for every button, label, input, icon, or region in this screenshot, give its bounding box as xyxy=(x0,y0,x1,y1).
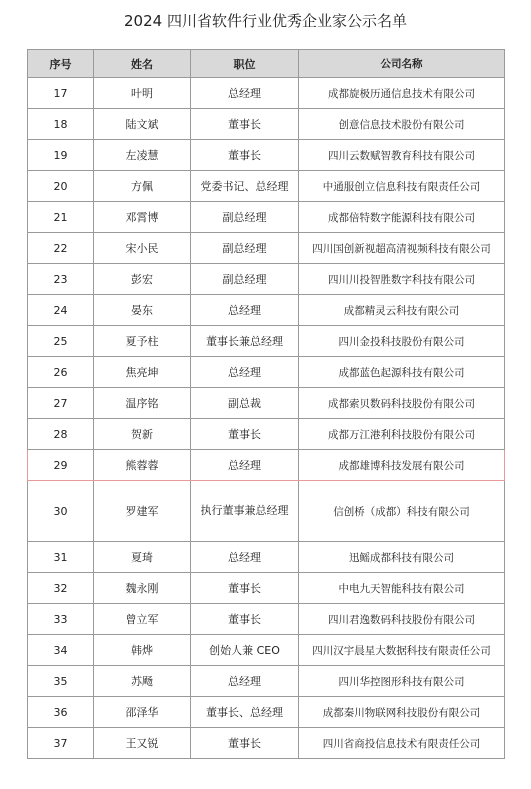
header-no: 序号 xyxy=(28,50,94,78)
cell-company: 中通服创立信息科技有限责任公司 xyxy=(299,171,505,202)
cell-company: 成都精灵云科技有限公司 xyxy=(299,295,505,326)
cell-name: 方佩 xyxy=(94,171,191,202)
cell-no: 20 xyxy=(28,171,94,202)
cell-title: 董事长 xyxy=(191,604,299,635)
cell-company: 四川川投智胜数字科技有限公司 xyxy=(299,264,505,295)
table-row xyxy=(28,202,505,233)
cell-no: 34 xyxy=(28,635,94,666)
cell-company: 成都蓝色起源科技有限公司 xyxy=(299,357,505,388)
document-title: 2024 四川省软件行业优秀企业家公示名单 xyxy=(124,12,407,30)
table-header-row xyxy=(28,50,505,78)
cell-title: 党委书记、总经理 xyxy=(191,171,299,202)
cell-company: 四川国创新视超高清视频科技有限公司 xyxy=(299,233,505,264)
cell-title: 执行董事兼总经理 xyxy=(191,481,299,542)
cell-title: 副总经理 xyxy=(191,233,299,264)
cell-title: 总经理 xyxy=(191,666,299,697)
table-row xyxy=(28,326,505,357)
header-title: 职位 xyxy=(191,50,299,78)
cell-no: 23 xyxy=(28,264,94,295)
table-row xyxy=(28,295,505,326)
table-row xyxy=(28,171,505,202)
table-row xyxy=(28,78,505,109)
table-row xyxy=(28,542,505,573)
cell-name: 贺新 xyxy=(94,419,191,450)
cell-no: 30 xyxy=(28,481,94,542)
cell-no: 17 xyxy=(28,78,94,109)
cell-name: 陆文斌 xyxy=(94,109,191,140)
table-row xyxy=(28,419,505,450)
cell-company: 四川君逸数码科技股份有限公司 xyxy=(299,604,505,635)
cell-no: 28 xyxy=(28,419,94,450)
cell-name: 罗建军 xyxy=(94,481,191,542)
cell-no: 29 xyxy=(28,450,94,481)
cell-title: 董事长 xyxy=(191,728,299,759)
cell-title: 董事长 xyxy=(191,109,299,140)
header-name: 姓名 xyxy=(94,50,191,78)
table-row-highlighted xyxy=(28,450,505,481)
cell-name: 夏予柱 xyxy=(94,326,191,357)
cell-name: 魏永刚 xyxy=(94,573,191,604)
cell-name: 曾立军 xyxy=(94,604,191,635)
cell-name: 熊蓉蓉 xyxy=(94,450,191,481)
cell-title: 总经理 xyxy=(191,295,299,326)
header-company: 公司名称 xyxy=(299,50,505,78)
cell-title: 董事长 xyxy=(191,419,299,450)
cell-no: 33 xyxy=(28,604,94,635)
cell-title: 董事长 xyxy=(191,573,299,604)
cell-company: 四川省商投信息技术有限责任公司 xyxy=(299,728,505,759)
table-row xyxy=(28,666,505,697)
cell-name: 左凌慧 xyxy=(94,140,191,171)
cell-no: 22 xyxy=(28,233,94,264)
cell-title: 总经理 xyxy=(191,78,299,109)
cell-title: 董事长兼总经理 xyxy=(191,326,299,357)
cell-company: 成都索贝数码科技股份有限公司 xyxy=(299,388,505,419)
cell-name: 叶明 xyxy=(94,78,191,109)
cell-company: 四川华控图形科技有限公司 xyxy=(299,666,505,697)
table-row xyxy=(28,728,505,759)
table-row xyxy=(28,357,505,388)
cell-no: 31 xyxy=(28,542,94,573)
cell-title: 副总裁 xyxy=(191,388,299,419)
cell-name: 焦亮坤 xyxy=(94,357,191,388)
table-row xyxy=(28,264,505,295)
cell-no: 25 xyxy=(28,326,94,357)
cell-name: 温序铭 xyxy=(94,388,191,419)
cell-no: 37 xyxy=(28,728,94,759)
cell-company: 成都倍特数字能源科技有限公司 xyxy=(299,202,505,233)
table-row xyxy=(28,573,505,604)
cell-title: 创始人兼 CEO xyxy=(191,635,299,666)
table-row xyxy=(28,635,505,666)
cell-name: 邓霄博 xyxy=(94,202,191,233)
cell-no: 19 xyxy=(28,140,94,171)
cell-company: 迅鳐成都科技有限公司 xyxy=(299,542,505,573)
table-row xyxy=(28,388,505,419)
table-row xyxy=(28,697,505,728)
cell-company: 成都秦川物联网科技股份有限公司 xyxy=(299,697,505,728)
cell-company: 四川汉宇晨星大数据科技有限责任公司 xyxy=(299,635,505,666)
table-row xyxy=(28,233,505,264)
cell-title: 董事长 xyxy=(191,140,299,171)
cell-title: 副总经理 xyxy=(191,202,299,233)
cell-no: 32 xyxy=(28,573,94,604)
cell-company: 成都雄博科技发展有限公司 xyxy=(299,450,505,481)
entrepreneur-table xyxy=(27,49,505,759)
cell-company: 信创桥（成都）科技有限公司 xyxy=(299,481,505,542)
cell-no: 27 xyxy=(28,388,94,419)
table-row xyxy=(28,109,505,140)
cell-company: 成都万江港利科技股份有限公司 xyxy=(299,419,505,450)
cell-name: 韩烨 xyxy=(94,635,191,666)
cell-company: 成都旋极历通信息技术有限公司 xyxy=(299,78,505,109)
cell-company: 四川云数赋智教育科技有限公司 xyxy=(299,140,505,171)
cell-name: 邵泽华 xyxy=(94,697,191,728)
cell-name: 晏东 xyxy=(94,295,191,326)
cell-no: 24 xyxy=(28,295,94,326)
cell-name: 王又锐 xyxy=(94,728,191,759)
cell-title: 董事长、总经理 xyxy=(191,697,299,728)
cell-title: 总经理 xyxy=(191,357,299,388)
cell-title: 副总经理 xyxy=(191,264,299,295)
table-row xyxy=(28,604,505,635)
cell-name: 苏飏 xyxy=(94,666,191,697)
cell-name: 彭宏 xyxy=(94,264,191,295)
cell-no: 18 xyxy=(28,109,94,140)
cell-name: 夏琦 xyxy=(94,542,191,573)
cell-company: 四川金投科技股份有限公司 xyxy=(299,326,505,357)
cell-no: 26 xyxy=(28,357,94,388)
cell-no: 35 xyxy=(28,666,94,697)
table-row xyxy=(28,140,505,171)
cell-no: 36 xyxy=(28,697,94,728)
cell-title: 总经理 xyxy=(191,542,299,573)
cell-company: 中电九天智能科技有限公司 xyxy=(299,573,505,604)
table-row xyxy=(28,481,505,542)
cell-company: 创意信息技术股份有限公司 xyxy=(299,109,505,140)
cell-name: 宋小民 xyxy=(94,233,191,264)
cell-no: 21 xyxy=(28,202,94,233)
cell-title: 总经理 xyxy=(191,450,299,481)
